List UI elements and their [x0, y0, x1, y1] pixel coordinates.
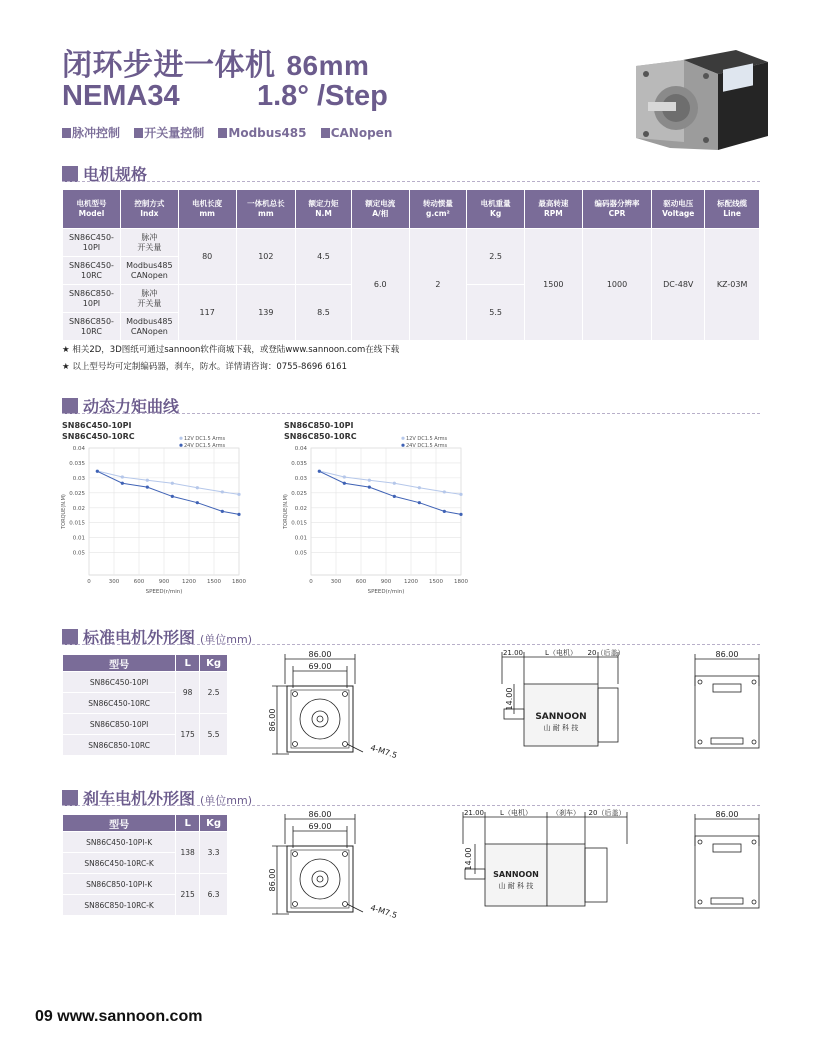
y-axis-label: TORQUE(N.M) [61, 494, 67, 529]
spec-col-header: 标配线缆 Line [705, 190, 760, 229]
legend-label: 12V DC1.5 Arms [184, 436, 226, 442]
spec-col-header: 电机重量 Kg [467, 190, 525, 229]
x-tick-label: 0 [87, 579, 91, 585]
x-tick-label: 1200 [182, 579, 196, 585]
dim-label: 20（后盖） [587, 649, 625, 657]
brand-logo-text: SANNOON [535, 712, 587, 722]
dim-label: 86.00 [308, 810, 332, 819]
spec-control: Modbus485 CANopen [120, 257, 178, 285]
side-view-drawing [488, 644, 638, 754]
brand-logo-text: SANNOON [493, 870, 539, 879]
spec-torque: 4.5 [296, 229, 352, 285]
data-point [171, 495, 174, 498]
dims-header: 型号 [63, 655, 176, 672]
note-line: ★ 相关2D，3D图纸可通过sannoon软件商城下载，或登陆www.sannoon.com在线下载 [62, 345, 400, 355]
divider [62, 413, 760, 414]
dim-label: 14.00 [505, 687, 514, 711]
legend-label: 24V DC1.5 Arms [406, 443, 448, 449]
dims-header: Kg [200, 655, 228, 672]
spec-current: 6.0 [351, 229, 409, 341]
dims-model: SN86C450-10PI-K [63, 832, 176, 853]
legend-label: 12V DC1.5 Arms [406, 436, 448, 442]
y-tick-label: 0.01 [72, 535, 85, 542]
torque-chart-1 [55, 432, 255, 597]
dim-label: 86.00 [715, 810, 739, 819]
spec-inertia: 2 [409, 229, 467, 341]
spec-model: SN86C850-10PI [63, 285, 121, 313]
spec-control: 脉冲 开关量 [120, 229, 178, 257]
feature-tag: 开关量控制 [134, 124, 204, 141]
x-tick-label: 1800 [232, 579, 246, 585]
dim-label: 20（后盖） [588, 809, 626, 817]
feature-tag: 脉冲控制 [62, 124, 120, 141]
y-tick-label: 0.035 [69, 460, 85, 467]
y-tick-label: 0.02 [294, 505, 307, 512]
legend-marker [401, 444, 404, 447]
spec-cable: KZ-03M [705, 229, 760, 341]
spec-total-length: 139 [236, 285, 296, 341]
y-tick-label: 0.05 [72, 550, 85, 557]
table-row [63, 672, 228, 693]
spec-col-header: 额定电流 A/相 [351, 190, 409, 229]
x-tick-label: 300 [330, 579, 342, 585]
data-point [121, 475, 124, 478]
y-tick-label: 0.04 [294, 446, 307, 452]
dims-header: Kg [200, 815, 228, 832]
dims-length: 98 [176, 672, 200, 714]
dims-weight: 2.5 [200, 672, 228, 714]
x-tick-label: 600 [355, 579, 367, 585]
data-point [443, 490, 446, 493]
data-point [146, 479, 149, 482]
y-tick-label: 0.015 [291, 520, 307, 527]
dims-length: 138 [176, 832, 200, 874]
x-axis-label: SPEED(r/min) [145, 589, 183, 595]
legend-marker [179, 437, 182, 440]
data-point [393, 482, 396, 485]
spec-motor-length: 117 [178, 285, 236, 341]
page-subtitle: NEMA34 1.8° /Step [62, 80, 388, 112]
y-tick-label: 0.01 [294, 535, 307, 542]
note-line: ★ 以上型号均可定制编码器，刹车，防水。详情请咨询：0755-8696 6161 [62, 362, 347, 372]
data-point [171, 482, 174, 485]
section-title-specs: 电机规格 [62, 162, 147, 185]
y-tick-label: 0.035 [291, 460, 307, 467]
dims-weight: 3.3 [200, 832, 228, 874]
x-tick-label: 600 [133, 579, 145, 585]
dim-label: （刹车） [552, 809, 580, 817]
feature-tag: Modbus485 [218, 126, 306, 140]
y-tick-label: 0.025 [291, 490, 307, 497]
divider [62, 805, 760, 806]
spec-col-header: 最高转速 RPM [524, 190, 582, 229]
dims-weight: 6.3 [200, 874, 228, 916]
data-point [393, 495, 396, 498]
brand-logo-text: 山 耐 科 技 [498, 882, 534, 890]
data-point [368, 479, 371, 482]
spec-model: SN86C450-10PI [63, 229, 121, 257]
data-point [196, 486, 199, 489]
data-point [459, 493, 462, 496]
torque-chart-2-title: SN86C850-10PI SN86C850-10RC [284, 421, 357, 441]
dim-label: 4-M7.5 [369, 903, 399, 921]
page-footer: 09 www.sannoon.com [35, 1008, 203, 1025]
spec-col-header: 驱动电压 Voltage [652, 190, 705, 229]
legend-marker [401, 437, 404, 440]
spec-torque: 8.5 [296, 285, 352, 341]
dims-model: SN86C850-10PI-K [63, 874, 176, 895]
data-point [343, 482, 346, 485]
dim-label: 21.00 [502, 649, 524, 657]
x-tick-label: 0 [309, 579, 313, 585]
x-tick-label: 900 [380, 579, 392, 585]
spec-motor-length: 80 [178, 229, 236, 285]
dims-length: 215 [176, 874, 200, 916]
table-row [63, 874, 228, 895]
spec-control: 脉冲 开关量 [120, 285, 178, 313]
data-point [221, 490, 224, 493]
divider [62, 181, 760, 182]
spec-col-header: 电机型号 Model [63, 190, 121, 229]
y-tick-label: 0.03 [294, 475, 307, 482]
data-point [418, 486, 421, 489]
y-tick-label: 0.05 [294, 550, 307, 557]
data-point [196, 501, 199, 504]
dim-label: L（电机） [545, 649, 577, 657]
y-tick-label: 0.015 [69, 520, 85, 527]
spec-header-row [63, 190, 760, 229]
x-tick-label: 1500 [429, 579, 443, 585]
dim-label: 86.00 [308, 650, 332, 659]
y-tick-label: 0.04 [72, 446, 85, 452]
feature-tag: CANopen [321, 126, 393, 140]
dim-label: 4-M7.5 [369, 743, 399, 761]
section-title-brake-dims: 刹车电机外形图 (单位mm) [62, 786, 252, 809]
spec-col-header: 电机长度 mm [178, 190, 236, 229]
dim-label: 69.00 [308, 662, 332, 671]
brake-front-view-drawing [255, 806, 405, 924]
divider [62, 644, 760, 645]
dims-header: L [176, 815, 200, 832]
front-view-drawing [255, 646, 405, 764]
brake-dims-table [62, 814, 228, 916]
dim-label: 86.00 [268, 708, 277, 732]
x-axis-label: SPEED(r/min) [367, 589, 405, 595]
spec-col-header: 一体机总长 mm [236, 190, 296, 229]
dims-model: SN86C450-10RC-K [63, 853, 176, 874]
page-title: 闭环步进一体机 86mm [62, 48, 370, 83]
std-dims-table [62, 654, 228, 756]
y-axis-label: TORQUE(N.M) [283, 494, 289, 529]
back-view-drawing [688, 646, 768, 756]
data-point [459, 513, 462, 516]
x-tick-label: 1500 [207, 579, 221, 585]
spec-col-header: 编码器分辨率 CPR [582, 190, 652, 229]
data-point [237, 513, 240, 516]
spec-col-header: 控制方式 Indx [120, 190, 178, 229]
spec-weight: 2.5 [467, 229, 525, 285]
dims-weight: 5.5 [200, 714, 228, 756]
torque-chart-1-title: SN86C450-10PI SN86C450-10RC [62, 421, 135, 441]
section-title-std-dims: 标准电机外形图 (单位mm) [62, 625, 252, 648]
table-row [63, 832, 228, 853]
dims-model: SN86C450-10PI [63, 672, 176, 693]
x-tick-label: 1800 [454, 579, 468, 585]
spec-max-speed: 1500 [524, 229, 582, 341]
dim-label: 86.00 [715, 650, 739, 659]
spec-model: SN86C450-10RC [63, 257, 121, 285]
dim-label: 21.00 [463, 809, 485, 817]
data-point [221, 510, 224, 513]
legend-label: 24V DC1.5 Arms [184, 443, 226, 449]
spec-model: SN86C850-10RC [63, 313, 121, 341]
dim-label: 69.00 [308, 822, 332, 831]
spec-control: Modbus485 CANopen [120, 313, 178, 341]
spec-voltage: DC-48V [652, 229, 705, 341]
data-point [146, 486, 149, 489]
legend-marker [179, 444, 182, 447]
data-point [96, 470, 99, 473]
data-point [121, 482, 124, 485]
dim-label: 14.00 [464, 847, 473, 871]
dims-length: 175 [176, 714, 200, 756]
spec-col-header: 额定力矩 N.M [296, 190, 352, 229]
dims-model: SN86C850-10PI [63, 714, 176, 735]
dims-model: SN86C850-10RC [63, 735, 176, 756]
table-row [63, 714, 228, 735]
spec-encoder: 1000 [582, 229, 652, 341]
dims-header: 型号 [63, 815, 176, 832]
footer-url-link[interactable]: www.sannoon.com [57, 1008, 203, 1025]
brake-side-view-drawing [455, 804, 635, 914]
spec-col-header: 转动惯量 g.cm² [409, 190, 467, 229]
motor-product-image [628, 38, 778, 153]
data-point [443, 510, 446, 513]
dims-header: L [176, 655, 200, 672]
data-point [368, 486, 371, 489]
x-tick-label: 1200 [404, 579, 418, 585]
feature-tags [62, 124, 402, 141]
dims-model: SN86C450-10RC [63, 693, 176, 714]
spec-total-length: 102 [236, 229, 296, 285]
data-point [237, 493, 240, 496]
data-point [343, 475, 346, 478]
spec-table [62, 189, 760, 341]
x-tick-label: 300 [108, 579, 120, 585]
y-tick-label: 0.025 [69, 490, 85, 497]
y-tick-label: 0.03 [72, 475, 85, 482]
dims-model: SN86C850-10RC-K [63, 895, 176, 916]
section-title-torque: 动态力矩曲线 [62, 394, 179, 417]
dim-label: 86.00 [268, 868, 277, 892]
brake-back-view-drawing [688, 806, 768, 916]
spec-weight: 5.5 [467, 285, 525, 341]
data-point [418, 501, 421, 504]
data-point [318, 470, 321, 473]
x-tick-label: 900 [158, 579, 170, 585]
dim-label: L（电机） [500, 809, 532, 817]
brand-logo-text: 山 耐 科 技 [543, 724, 579, 732]
torque-chart-2 [277, 432, 477, 597]
table-row [63, 229, 760, 257]
y-tick-label: 0.02 [72, 505, 85, 512]
